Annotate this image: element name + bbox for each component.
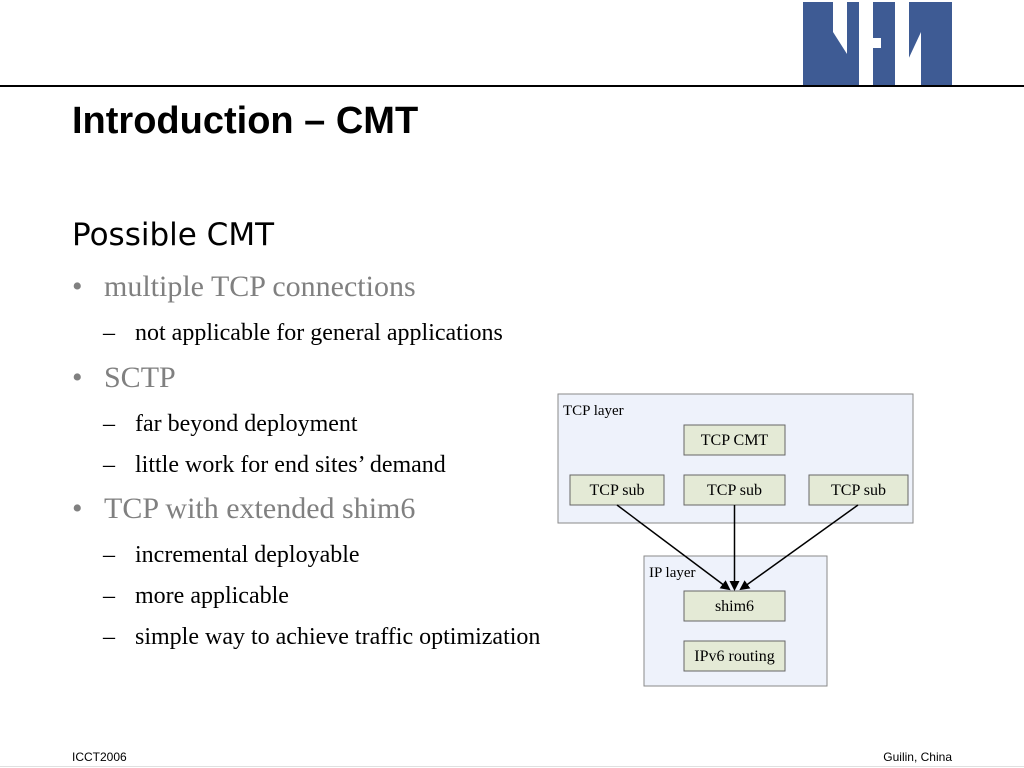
slide-title: Introduction – CMT [72,100,419,142]
ip-layer-label: IP layer [649,565,696,581]
tcp-sub-label-3: TCP sub [831,482,886,499]
footer-left: ICCT2006 [72,750,127,764]
bullet-item [72,270,416,304]
sub-marker: – [103,452,115,478]
sub-text: far beyond deployment [135,411,358,437]
footer-right: Guilin, China [883,750,952,764]
tcp-layer-label: TCP layer [563,403,624,419]
ngn-logo [803,2,952,85]
sub-item [103,411,358,438]
sub-item [103,452,446,479]
bullet-marker: • [72,361,83,394]
architecture-diagram [557,393,917,689]
ipv6-routing-label: IPv6 routing [694,648,775,665]
bullet-marker: • [72,270,83,303]
tcp-sub-label-2: TCP sub [707,482,762,499]
sub-marker: – [103,542,115,568]
sub-text: more applicable [135,583,289,609]
footer-rule [0,766,1024,767]
bullet-text: SCTP [104,361,176,394]
bullet-item [72,492,415,526]
bullet-item [72,361,176,395]
sub-marker: – [103,320,115,346]
sub-text: simple way to achieve traffic optimization [135,624,541,650]
slide-subtitle: Possible CMT [72,217,275,253]
sub-marker: – [103,624,115,650]
sub-item [103,542,360,569]
sub-text: incremental deployable [135,542,360,568]
sub-text: little work for end sites’ demand [135,452,446,478]
header-rule [0,85,1024,87]
bullet-marker: • [72,492,83,525]
sub-item [103,624,540,651]
sub-text: not applicable for general applications [135,320,503,346]
sub-item [103,320,503,347]
tcp-cmt-label: TCP CMT [700,432,769,449]
sub-marker: – [103,411,115,437]
tcp-sub-label-1: TCP sub [589,482,645,499]
bullet-text: multiple TCP connections [104,270,416,303]
bullet-text: TCP with extended shim6 [104,492,416,525]
sub-marker: – [103,583,115,609]
sub-item [103,583,289,610]
shim6-label: shim6 [714,598,755,615]
